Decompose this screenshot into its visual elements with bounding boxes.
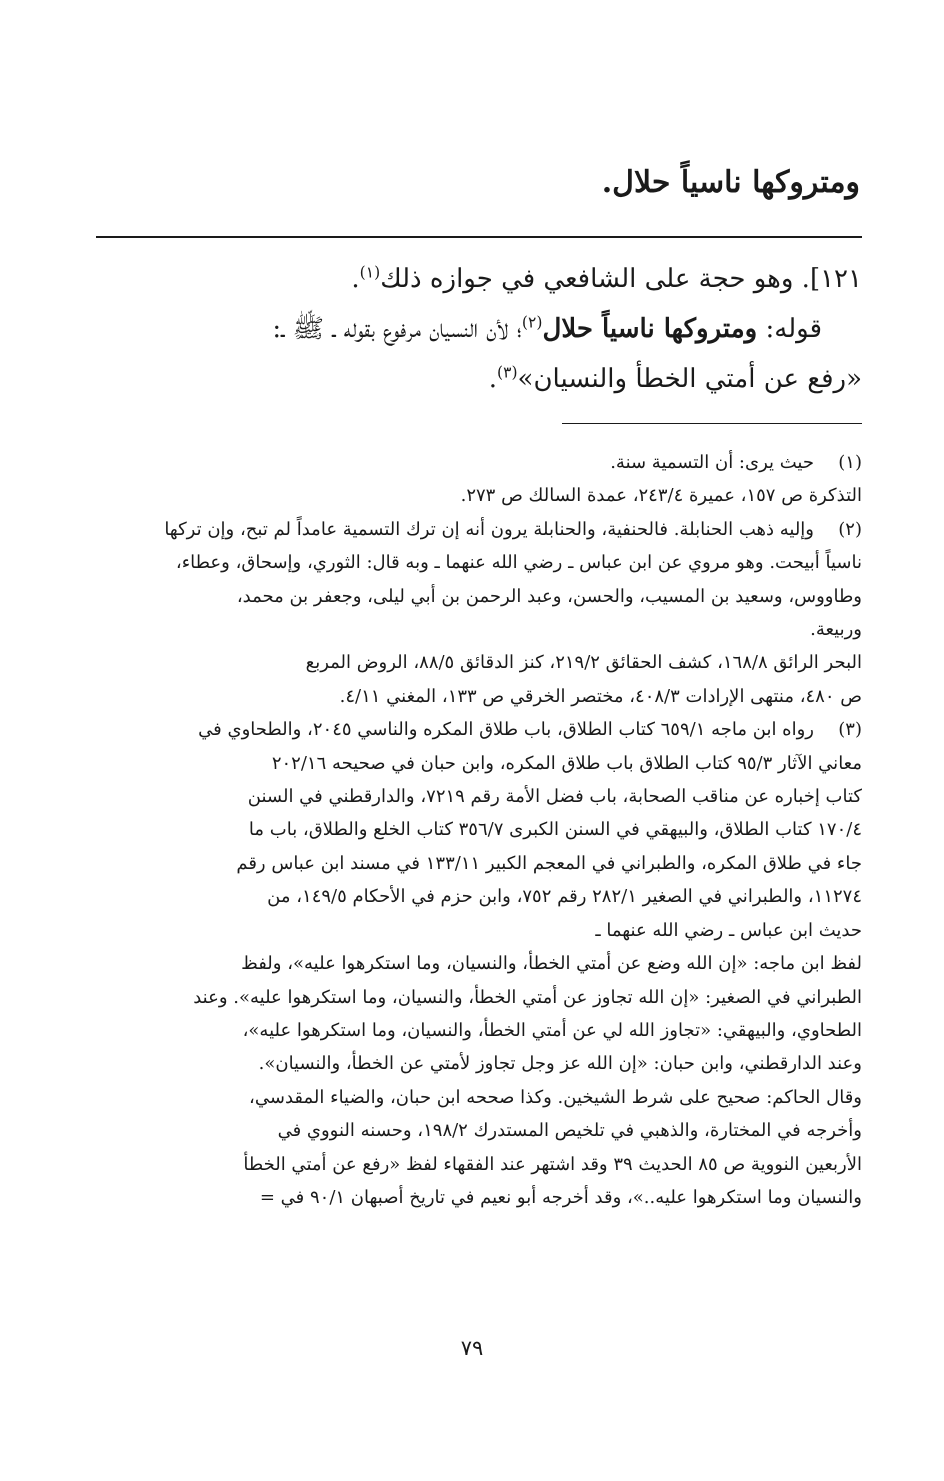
footnote-ref-1: (١) bbox=[359, 263, 381, 282]
footnote-ref-3: (٣) bbox=[496, 363, 518, 382]
footnote-line: حديث ابن عباس ـ رضي الله عنهما ـ bbox=[595, 919, 862, 941]
page-number: ٧٩ bbox=[460, 1336, 484, 1360]
footnote-line: ١٧٠/٤ كتاب الطلاق، والبيهقي في السنن الكبرى ٣٥٦/٧ كتاب الخلع والطلاق، باب ما bbox=[248, 819, 862, 841]
footnote-line: وطاووس، وسعيد بن المسيب، والحسن، وعبد الرحمن بن أبي ليلى، وجعفر بن محمد، bbox=[236, 585, 862, 607]
footnote-number: (١) bbox=[838, 452, 862, 473]
footnote-line: لفظ ابن ماجه: «إن الله وضع عن أمتي الخطأ، والنسيان، وما استكرهوا عليه»، ولفظ bbox=[241, 953, 862, 975]
footnote-line: الطبراني في الصغير: «إن الله تجاوز عن أمتي الخطأ، والنسيان، وما استكرهوا عليه». وعند bbox=[193, 986, 862, 1008]
footnote-line: جاء في طلاق المكره، والطبراني في المعجم الكبير ١٣٣/١١ في مسند ابن عباس رقم bbox=[236, 852, 862, 874]
footnote-line: وإليه ذهب الحنابلة. فالحنفية، والحنابلة يرون أنه إن ترك التسمية عامداً لم تبح، وإن تركها bbox=[164, 518, 814, 540]
footnote-number: (٣) bbox=[838, 719, 862, 741]
running-heading: ومتروكها ناسياً حلال. bbox=[601, 165, 860, 200]
footnotes bbox=[96, 446, 862, 1214]
footnote-ref-2: (٢) bbox=[521, 313, 543, 332]
footnote-line: وقال الحاكم: صحيح على شرط الشيخين. وكذا صححه ابن حبان، والضياء المقدسي، bbox=[249, 1086, 862, 1108]
footnote-3 bbox=[96, 713, 862, 746]
main-text bbox=[96, 254, 862, 404]
footnote-1 bbox=[96, 446, 862, 479]
footnote-line: ص ٤٨٠، منتهى الإرادات ٤٠٨/٣، مختصر الخرقي ص ١٣٣، المغني ٤/١١. bbox=[339, 685, 862, 707]
footnote-line: البحر الرائق ١٦٨/٨، كشف الحقائق ٢١٩/٢، كنز الدقائق ٨٨/٥، الروض المربع bbox=[305, 652, 862, 674]
footnote-line: كتاب إخباره عن مناقب الصحابة، باب فضل الأمة رقم ٧٢١٩، والدارقطني في السنن bbox=[247, 786, 862, 808]
footnote-line: التذكرة ص ١٥٧، عميرة ٢٤٣/٤، عمدة السالك ص ٢٧٣. bbox=[460, 485, 862, 507]
header-rule bbox=[96, 236, 862, 238]
main-line-1: ١٢١]. وهو حجة على الشافعي في جوازه ذلك$^{(١)}$. bbox=[351, 263, 862, 294]
main-line-3: «رفع عن أمتي الخطأ والنسيان»$^{(٣)}$. bbox=[488, 363, 862, 394]
footnote-line: وربيعة. bbox=[810, 619, 862, 641]
footnote-line: الطحاوي، والبيهقي: «تجاوز الله لي عن أمتي الخطأ، والنسيان، وما استكرهوا عليه»، bbox=[242, 1019, 862, 1041]
footnote-line: ١١٢٧٤، والطبراني في الصغير ٢٨٢/١ رقم ٧٥٢، وابن حزم في الأحكام ١٤٩/٥، من bbox=[267, 886, 862, 908]
footnote-line: وعند الدارقطني، وابن حبان: «إن الله عز وجل تجاوز لأمتي عن الخطأ، والنسيان». bbox=[258, 1053, 862, 1075]
main-line-2: قوله: ومتروكها ناسياً حلال$^{(٢)}$؛ لأن النسيان مرفوع بقوله ـ ﷺ ـ: bbox=[272, 313, 822, 344]
footnote-line: حيث يرى: أن التسمية سنة. bbox=[610, 452, 814, 473]
footnote-number: (٢) bbox=[838, 518, 862, 540]
footnote-line: معاني الآثار ٩٥/٣ كتاب الطلاق باب طلاق المكره، وابن حبان في صحيحه ٢٠٢/١٦ bbox=[271, 752, 862, 774]
footnote-line: رواه ابن ماجه ٦٥٩/١ كتاب الطلاق، باب طلاق المكره والناسي ٢٠٤٥، والطحاوي في bbox=[198, 719, 814, 741]
footnote-line: وأخرجه في المختارة، والذهبي في تلخيص المستدرك ١٩٨/٢، وحسنه النووي في bbox=[277, 1120, 862, 1142]
footnote-line: الأربعين النووية ص ٨٥ الحديث ٣٩ وقد اشتهر عند الفقهاء لفظ «رفع عن أمتي الخطأ bbox=[243, 1153, 862, 1175]
footnote-2 bbox=[96, 513, 862, 546]
footnote-line: والنسيان وما استكرهوا عليه..»، وقد أخرجه أبو نعيم في تاريخ أصبهان ٩٠/١ في = bbox=[259, 1186, 862, 1208]
quoted-phrase: ومتروكها ناسياً حلال bbox=[542, 314, 758, 344]
footnote-line: ناسياً أبيحت. وهو مروي عن ابن عباس ـ رضي الله عنهما ـ وبه قال: الثوري، وإسحاق، وعطاء، bbox=[175, 552, 862, 574]
footnote-separator bbox=[562, 423, 862, 424]
